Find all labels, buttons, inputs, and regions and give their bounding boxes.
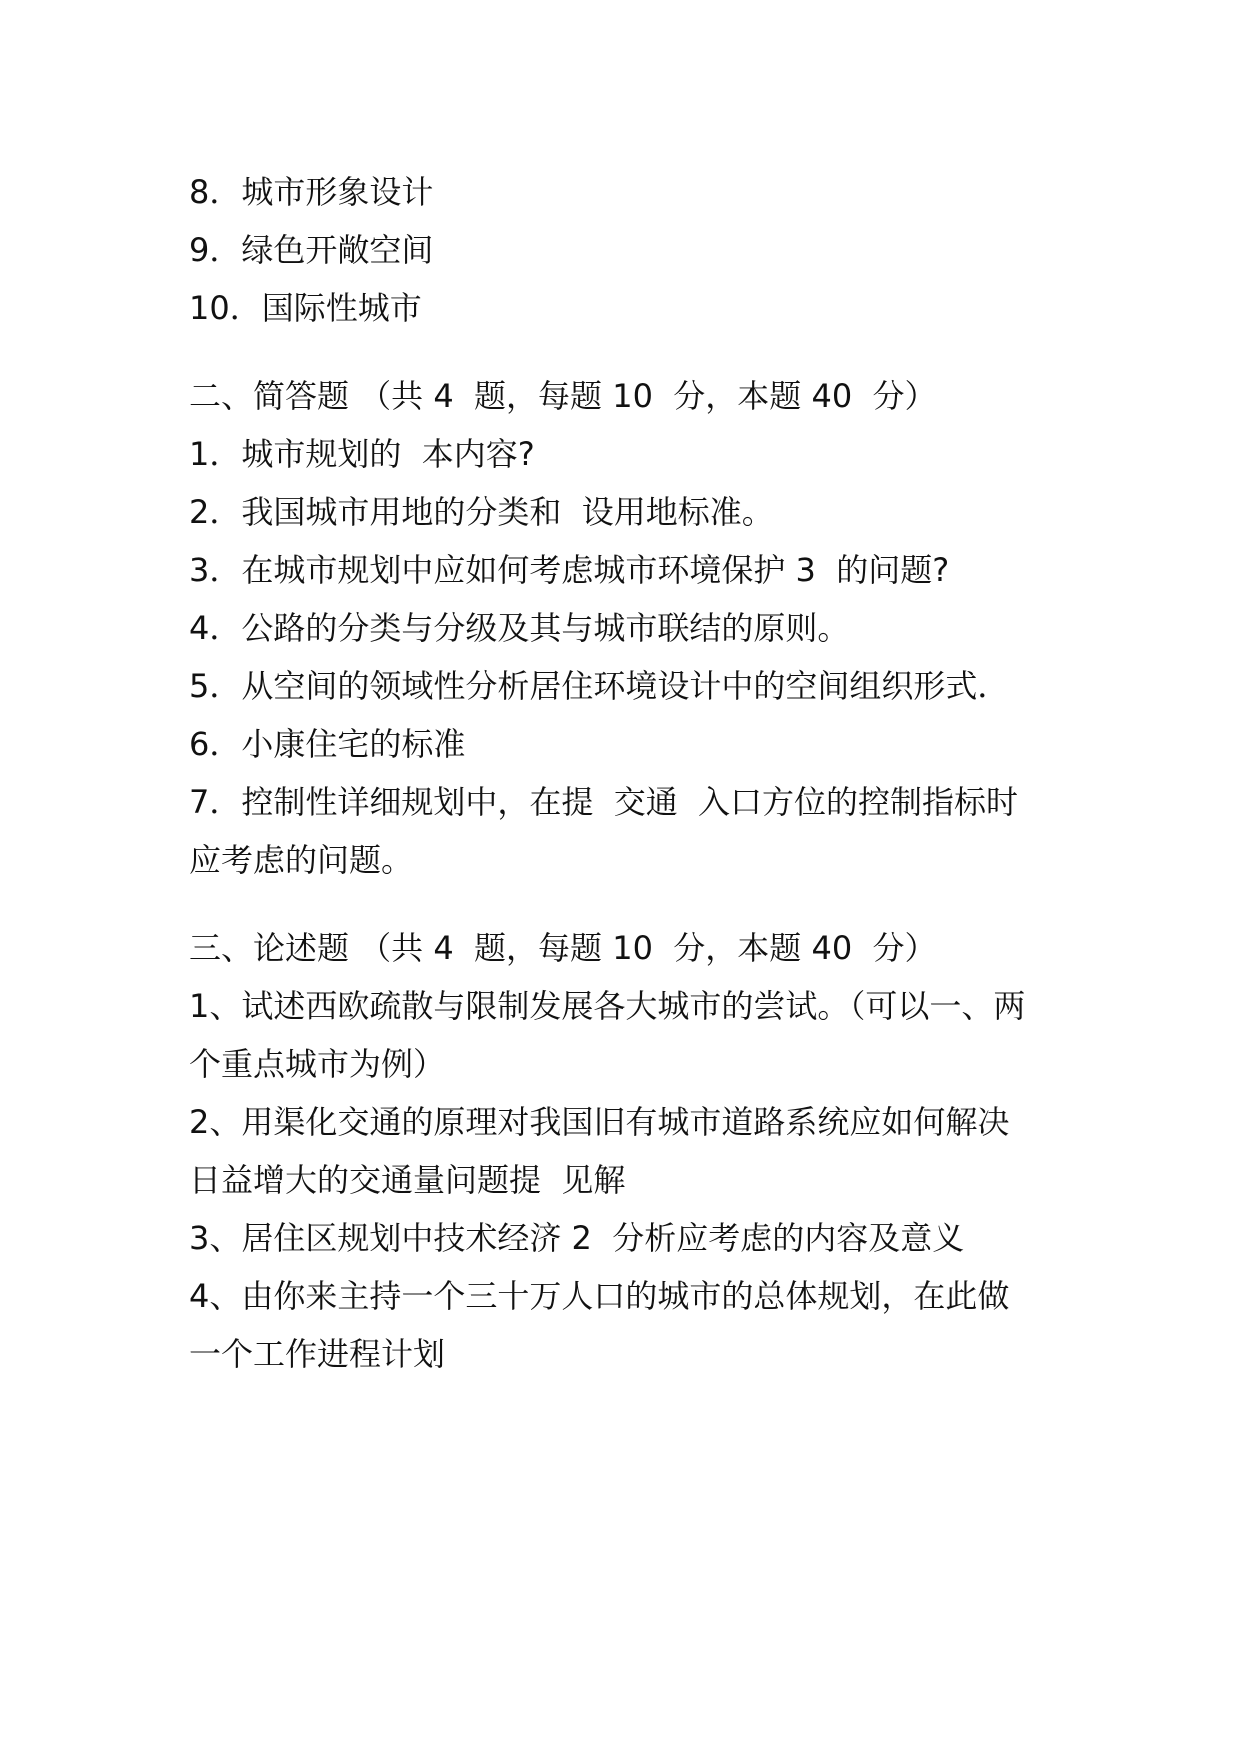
short-answer-q7-line2: 应考虑的问题。 (189, 841, 414, 879)
short-answer-q5: 5．从空间的领域性分析居住环境设计中的空间组织形式． (189, 667, 1010, 705)
term-item-8: 8．城市形象设计 (189, 173, 434, 211)
short-answer-q1: 1．城市规划的 本内容? (189, 435, 535, 473)
essay-q1-line1: 1、试述西欧疏散与限制发展各大城市的尝试。（可以一、两 (189, 987, 1026, 1025)
essay-q4-line2: 一个工作进程计划 (189, 1335, 446, 1373)
essay-q3: 3、居住区规划中技术经济 2 分析应考虑的内容及意义 (189, 1219, 965, 1257)
short-answer-q7-line1: 7．控制性详细规划中，在提 交通 入口方位的控制指标时 (189, 783, 1019, 821)
short-answer-q2: 2．我国城市用地的分类和 设用地标准。 (189, 493, 774, 531)
term-item-9: 9．绿色开敞空间 (189, 231, 434, 269)
essay-q2-line1: 2、用渠化交通的原理对我国旧有城市道路系统应如何解决 (189, 1103, 1010, 1141)
short-answer-q6: 6．小康住宅的标准 (189, 725, 466, 763)
short-answer-q4: 4．公路的分类与分级及其与城市联结的原则。 (189, 609, 850, 647)
essay-q2-line2: 日益增大的交通量问题提 见解 (189, 1161, 626, 1199)
essay-q1-line2: 个重点城市为例） (189, 1045, 446, 1083)
section3-heading: 三、论述题 （共 4 题，每题 10 分，本题 40 分） (189, 929, 937, 967)
term-item-10: 10．国际性城市 (189, 289, 422, 327)
essay-q4-line1: 4、由你来主持一个三十万人口的城市的总体规划，在此做 (189, 1277, 1010, 1315)
section2-heading: 二、简答题 （共 4 题，每题 10 分，本题 40 分） (189, 377, 937, 415)
short-answer-q3: 3．在城市规划中应如何考虑城市环境保护 3 的问题? (189, 551, 950, 589)
